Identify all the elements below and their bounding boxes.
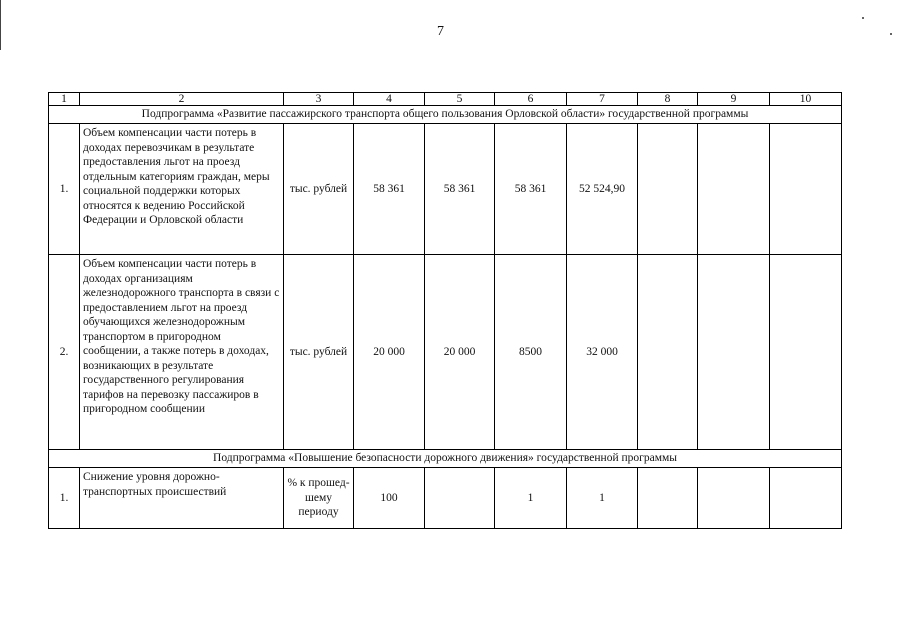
value-col4: 58 361 [354,124,425,255]
value-col6: 58 361 [495,124,567,255]
column-header: 7 [567,93,638,106]
value-col5: 20 000 [425,255,495,450]
column-header: 8 [638,93,698,106]
row-number: 1. [49,124,80,255]
row-number: 2. [49,255,80,450]
unit: тыс. рублей [284,124,354,255]
value-col5 [425,468,495,529]
scan-edge-mark [0,0,1,50]
value-col7: 52 524,90 [567,124,638,255]
value-col10 [770,124,842,255]
value-col6: 1 [495,468,567,529]
indicators-table [48,92,842,529]
value-col9 [698,468,770,529]
value-col10 [770,468,842,529]
column-header: 3 [284,93,354,106]
table-row [49,124,842,255]
indicator-name: Объем компенсации части потерь в доходах перевозчикам в результате предоставления льгот на проезд отдельным категориям граждан, меры социальной поддержки которых относятся к ведению Российской Федерации и Орловской области [80,124,284,255]
column-header: 4 [354,93,425,106]
column-header: 10 [770,93,842,106]
page-number: 7 [437,24,444,39]
value-col7: 32 000 [567,255,638,450]
value-col4: 20 000 [354,255,425,450]
column-header: 2 [80,93,284,106]
value-col7: 1 [567,468,638,529]
indicator-name: Снижение уровня дорожно-транспортных происшествий [80,468,284,529]
value-col6: 8500 [495,255,567,450]
table-row [49,255,842,450]
row-number: 1. [49,468,80,529]
subprogram-title: Подпрограмма «Повышение безопасности дорожного движения» государственной программы [49,450,842,468]
value-col5: 58 361 [425,124,495,255]
column-header: 1 [49,93,80,106]
value-col10 [770,255,842,450]
value-col4: 100 [354,468,425,529]
value-col9 [698,124,770,255]
scan-speck [862,17,864,19]
value-col8 [638,124,698,255]
column-header: 9 [698,93,770,106]
scan-speck [890,33,892,35]
column-header: 5 [425,93,495,106]
table-row [49,468,842,529]
column-number-row [49,93,842,106]
value-col8 [638,468,698,529]
column-header: 6 [495,93,567,106]
subprogram-header-row [49,450,842,468]
indicator-name: Объем компенсации части потерь в доходах организациям железнодорожного транспорта в связи с предоставлением льгот на проезд обучающихся железнодорожным транспортом в пригородном сообщении, а также потерь в доходах, возникающих в результате государственного регулирования тарифов на перевозку пассажиров в пригородном сообщении [80,255,284,450]
value-col8 [638,255,698,450]
subprogram-header-row [49,106,842,124]
subprogram-title: Подпрограмма «Развитие пассажирского транспорта общего пользования Орловской области» государственной программы [49,106,842,124]
unit: тыс. рублей [284,255,354,450]
value-col9 [698,255,770,450]
unit: % к прошед-шему периоду [284,468,354,529]
